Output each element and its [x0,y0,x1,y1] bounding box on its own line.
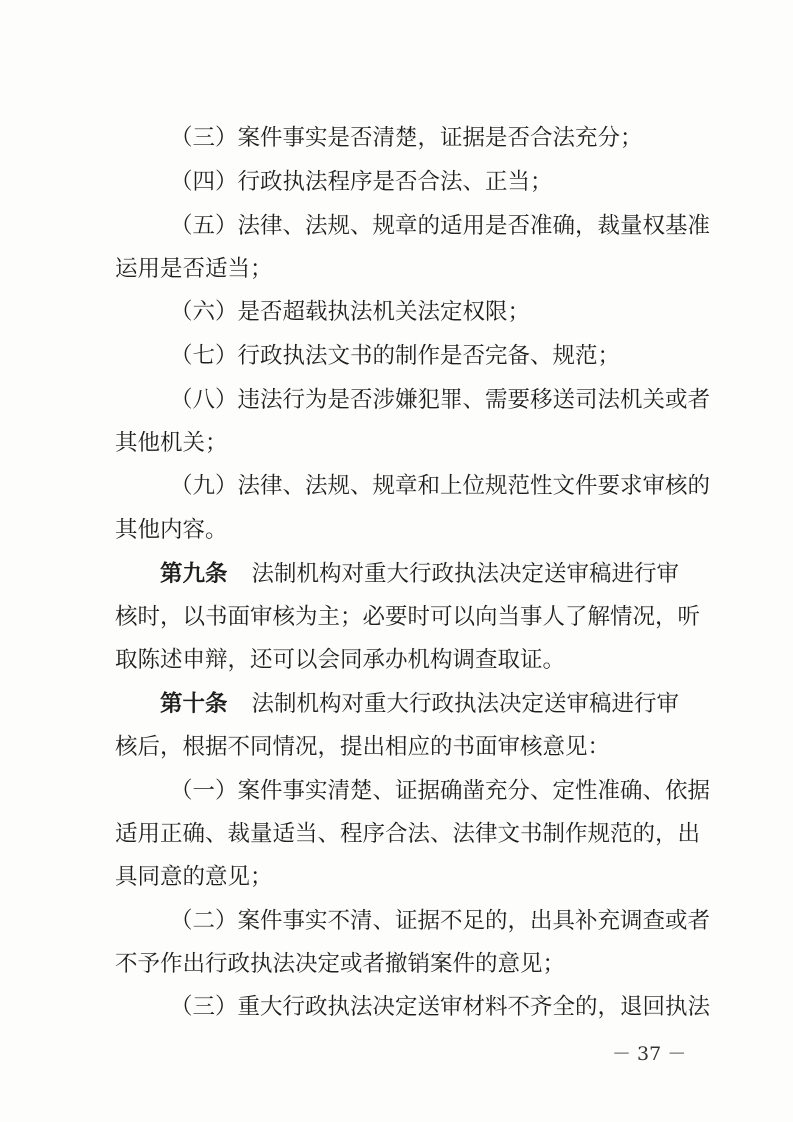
article-nine-text: 法制机构对重大行政执法决定送审稿进行审 [251,561,680,587]
article-nine-heading: 第九条 [160,561,228,587]
opinion-2-line-1: （二）案件事实不清、证据不足的，出具补充调查或者 [170,908,711,934]
item-5-line-2: 运用是否适当； [115,256,273,282]
article-ten-heading: 第十条 [160,691,228,717]
article-nine-line-3: 取陈述申辩，还可以会同承办机构调查取证。 [115,647,566,673]
item-6-authority: （六）是否超载执法机关法定权限； [170,299,531,325]
opinion-1-line-1: （一）案件事实清楚、证据确凿充分、定性准确、依据 [170,778,711,804]
article-ten-line-1 [160,687,679,721]
article-ten-text: 法制机构对重大行政执法决定送审稿进行审 [251,691,680,717]
item-8-line-2: 其他机关； [115,430,228,456]
article-ten-line-2: 核后，根据不同情况，提出相应的书面审核意见： [115,734,611,760]
item-9-line-1: （九）法律、法规、规章和上位规范性文件要求审核的 [170,473,711,499]
item-9-line-2: 其他内容。 [115,517,228,543]
opinion-1-line-3: 具同意的意见； [115,864,273,890]
opinion-1-line-2: 适用正确、裁量适当、程序合法、法律文书制作规范的，出 [115,821,701,847]
article-nine-line-2: 核时，以书面审核为主；必要时可以向当事人了解情况，听 [115,604,701,630]
page-number: － 37 － [612,1043,687,1065]
item-3-review-facts: （三）案件事实是否清楚，证据是否合法充分； [170,125,643,151]
article-nine-line-1 [160,557,679,591]
item-4-procedure: （四）行政执法程序是否合法、正当； [170,169,553,195]
opinion-2-line-2: 不予作出行政执法决定或者撤销案件的意见； [115,951,566,977]
item-5-line-1: （五）法律、法规、规章的适用是否准确，裁量权基准 [170,213,711,239]
item-7-documents: （七）行政执法文书的制作是否完备、规范； [170,343,621,369]
opinion-3-line-1: （三）重大行政执法决定送审材料不齐全的，退回执法 [170,994,711,1020]
item-8-line-1: （八）违法行为是否涉嫌犯罪、需要移送司法机关或者 [170,387,711,413]
